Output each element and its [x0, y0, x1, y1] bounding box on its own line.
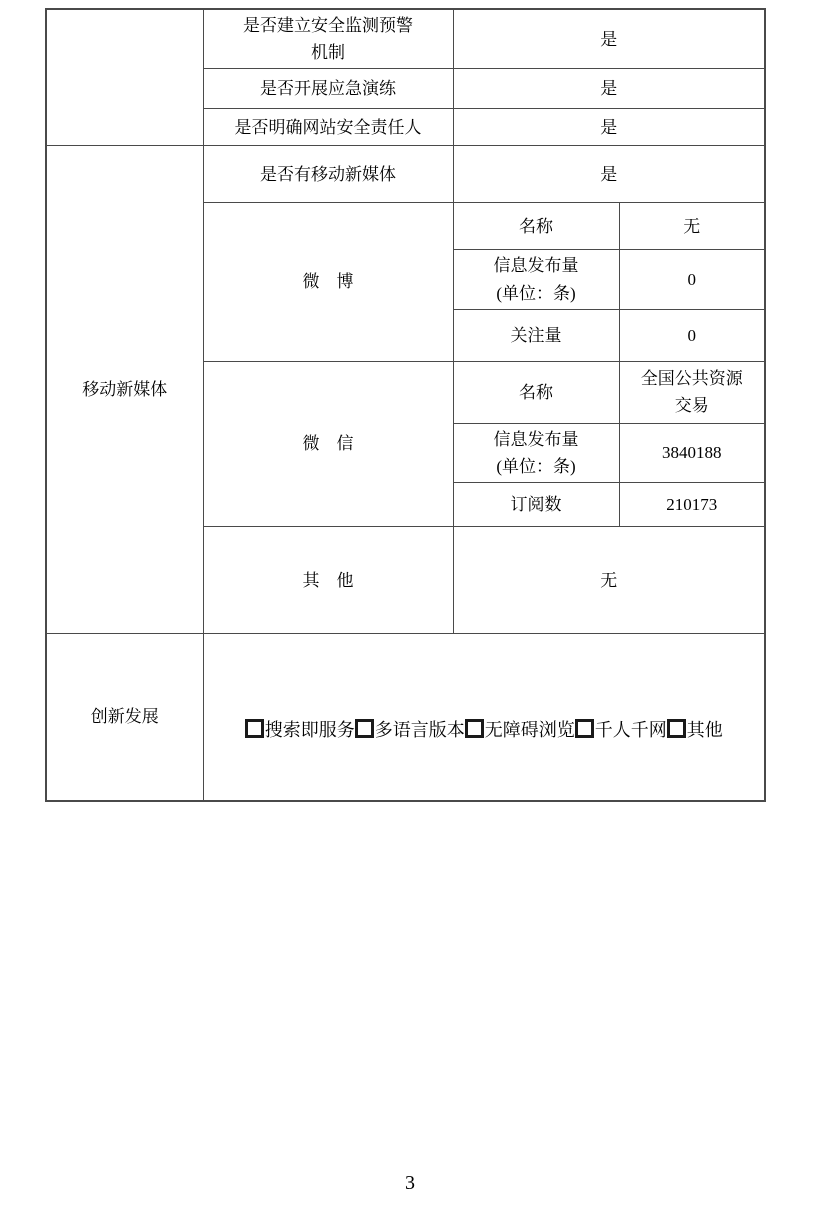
option-label: 无障碍浏览: [484, 720, 575, 741]
has-mobile-media-label: 是否有移动新媒体: [203, 146, 453, 203]
table-row: [46, 146, 765, 203]
innovation-options-cell: [203, 634, 765, 801]
wechat-posts-label: 信息发布量 (单位：条): [453, 423, 619, 482]
other-media-label: 其 他: [203, 527, 453, 634]
mobile-media-section-label: 移动新媒体: [46, 146, 203, 634]
table-row: [46, 9, 765, 69]
checkbox-unchecked-icon: [667, 719, 686, 738]
weibo-followers-value: 0: [619, 309, 765, 361]
innovation-section-label: 创新发展: [46, 634, 203, 801]
table-row: [46, 634, 765, 801]
option-accessibility: [465, 720, 575, 740]
security-warning-mechanism-value: 是: [453, 9, 765, 69]
innovation-options-line: [245, 716, 723, 745]
security-responsible-person-value: 是: [453, 109, 765, 146]
option-personalized: [575, 720, 667, 740]
weibo-followers-label: 关注量: [453, 309, 619, 361]
option-label: 多语言版本: [374, 720, 465, 741]
weibo-posts-value: 0: [619, 250, 765, 309]
checkbox-unchecked-icon: [245, 719, 264, 738]
other-media-value: 无: [453, 527, 765, 634]
checkbox-unchecked-icon: [355, 719, 374, 738]
security-drill-value: 是: [453, 69, 765, 109]
checkbox-unchecked-icon: [575, 719, 594, 738]
weibo-name-label: 名称: [453, 203, 619, 250]
security-warning-mechanism-label: 是否建立安全监测预警 机制: [203, 9, 453, 69]
security-responsible-person-label: 是否明确网站安全责任人: [203, 109, 453, 146]
wechat-name-value: 全国公共资源 交易: [619, 361, 765, 423]
has-mobile-media-value: 是: [453, 146, 765, 203]
weibo-posts-label: 信息发布量 (单位：条): [453, 250, 619, 309]
page-number: 3: [405, 1172, 415, 1194]
option-search-as-service: [245, 720, 355, 740]
checkbox-unchecked-icon: [465, 719, 484, 738]
annual-report-table: [45, 8, 766, 802]
weibo-label: 微 博: [203, 203, 453, 361]
wechat-posts-value: 3840188: [619, 423, 765, 482]
wechat-name-label: 名称: [453, 361, 619, 423]
option-label: 千人千网: [594, 720, 667, 741]
wechat-subscribers-value: 210173: [619, 483, 765, 527]
security-drill-label: 是否开展应急演练: [203, 69, 453, 109]
wechat-subscribers-label: 订阅数: [453, 483, 619, 527]
option-other: [667, 720, 723, 740]
option-multilingual: [355, 720, 465, 740]
section-cell-blank: [46, 9, 203, 146]
option-label: 其他: [686, 720, 723, 741]
option-label: 搜索即服务: [264, 720, 355, 741]
wechat-label: 微 信: [203, 361, 453, 526]
weibo-name-value: 无: [619, 203, 765, 250]
